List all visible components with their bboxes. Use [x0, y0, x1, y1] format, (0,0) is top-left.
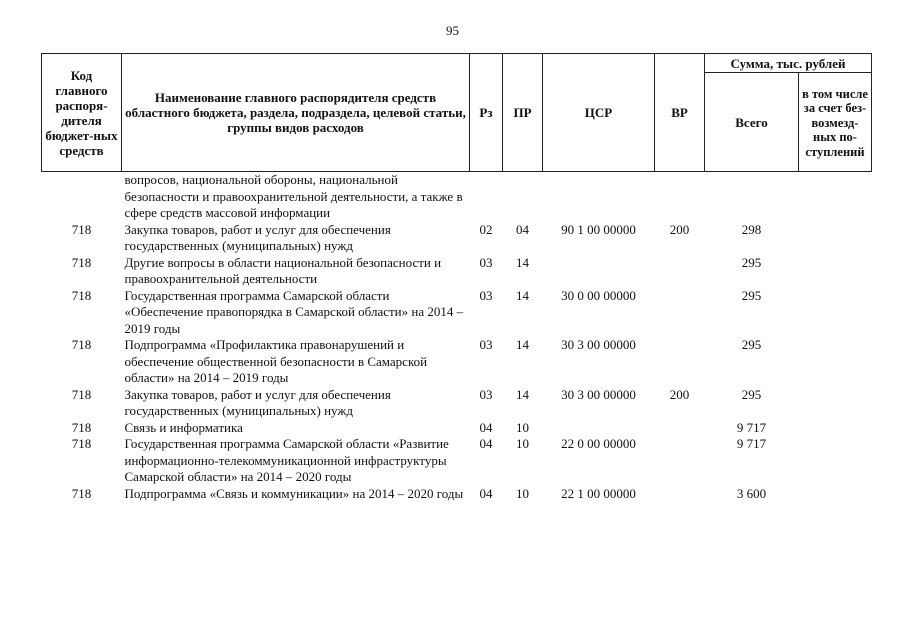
row-code: 718 — [71, 419, 92, 435]
row-pr: 10 — [516, 436, 529, 451]
row-rz: 02 — [479, 221, 493, 237]
row-total: 295 — [741, 337, 762, 352]
row-total: 9 717 — [736, 419, 767, 435]
row-code: 718 — [71, 485, 92, 501]
header-pr: ПР — [503, 54, 543, 172]
row-pr — [503, 172, 543, 222]
row-total: 3 600 — [736, 485, 767, 501]
table-row — [42, 337, 872, 387]
row-vr: 200 — [669, 386, 690, 402]
row-vr — [655, 288, 705, 338]
row-name: Подпрограмма «Профилактика правонарушений и обеспечение общественной безопасности в Самарской области» на 2014 – 2019 годы — [124, 337, 428, 385]
row-csr: 22 1 00 00000 — [561, 485, 636, 501]
row-rz — [470, 172, 503, 222]
table-row — [42, 436, 872, 486]
row-csr: 30 3 00 00000 — [561, 337, 636, 352]
row-vr — [655, 436, 705, 486]
row-pr: 14 — [516, 386, 529, 402]
row-pr: 10 — [516, 419, 529, 435]
row-rz: 03 — [479, 287, 493, 303]
row-gratuitous — [799, 255, 872, 288]
row-name: Подпрограмма «Связь и коммуникации» на 2014 – 2020 годы — [124, 485, 464, 501]
row-csr: 30 3 00 00000 — [561, 386, 636, 402]
header-csr: ЦСР — [543, 54, 655, 172]
row-vr: 200 — [669, 221, 690, 237]
table-row — [42, 172, 872, 222]
row-code: 718 — [71, 287, 92, 303]
header-code: Код главного распоря-дителя бюджет-ных средств — [42, 54, 122, 172]
row-pr: 14 — [516, 287, 529, 303]
row-rz: 03 — [479, 337, 493, 352]
row-total: 295 — [741, 287, 762, 303]
header-sum: Сумма, тыс. рублей — [705, 54, 872, 73]
row-name: вопросов, национальной обороны, национальной безопасности и правоохранительной деятельности, а также в сфере средств массовой информации — [124, 172, 463, 220]
header-vr: ВР — [655, 54, 705, 172]
row-code — [42, 172, 122, 222]
row-code: 718 — [71, 436, 92, 451]
row-csr: 22 0 00 00000 — [561, 436, 636, 451]
row-gratuitous — [799, 387, 872, 420]
header-total: Всего — [705, 73, 799, 172]
row-csr: 30 0 00 00000 — [561, 287, 636, 303]
row-rz: 04 — [479, 436, 493, 451]
row-code: 718 — [71, 254, 92, 270]
header-rz: Рз — [470, 54, 503, 172]
page-number: 95 — [446, 23, 459, 38]
row-name: Государственная программа Самарской области «Развитие информационно-телекоммуникационной инфраструктуры Самарской области» на 2014 – 2020 годы — [124, 436, 449, 484]
row-name: Другие вопросы в области национальной безопасности и правоохранительной деятельности — [124, 254, 442, 286]
header-name: Наименование главного распорядителя средств областного бюджета, раздела, подраздела, целевой статьи, группы видов расходов — [122, 54, 470, 172]
header-gratuitous: в том числе за счет без-возмезд-ных по-ступлений — [799, 73, 872, 172]
row-code: 718 — [71, 386, 92, 402]
row-vr — [655, 337, 705, 387]
row-name: Закупка товаров, работ и услуг для обеспечения государственных (муниципальных) нужд — [124, 221, 391, 253]
budget-table — [41, 53, 872, 502]
table-row — [42, 387, 872, 420]
row-pr: 14 — [516, 337, 529, 352]
row-pr: 04 — [516, 221, 529, 237]
row-total: 295 — [741, 386, 762, 402]
table-row — [42, 255, 872, 288]
row-vr — [655, 172, 705, 222]
row-gratuitous — [799, 337, 872, 387]
row-code: 718 — [71, 337, 92, 352]
row-rz: 03 — [479, 254, 493, 270]
row-total: 298 — [741, 221, 762, 237]
table-header — [42, 54, 872, 172]
row-csr — [543, 255, 655, 288]
row-total: 9 717 — [736, 436, 767, 451]
row-gratuitous — [799, 486, 872, 503]
row-csr: 90 1 00 00000 — [561, 221, 636, 237]
row-csr — [543, 172, 655, 222]
row-total — [705, 172, 799, 222]
row-name: Связь и информатика — [124, 419, 243, 435]
row-name: Государственная программа Самарской области «Обеспечение правопорядка в Самарской области» на 2014 – 2019 годы — [124, 287, 464, 336]
row-name: Закупка товаров, работ и услуг для обеспечения государственных (муниципальных) нужд — [124, 386, 391, 418]
row-total: 295 — [741, 254, 762, 270]
row-vr — [655, 420, 705, 437]
table-row — [42, 222, 872, 255]
row-rz: 04 — [479, 419, 493, 435]
row-vr — [655, 255, 705, 288]
row-gratuitous — [799, 420, 872, 437]
row-csr — [543, 420, 655, 437]
table-row — [42, 420, 872, 437]
table-row — [42, 288, 872, 338]
row-rz: 04 — [479, 485, 493, 501]
row-pr: 14 — [516, 254, 529, 270]
row-gratuitous — [799, 172, 872, 222]
table-row — [42, 486, 872, 503]
table-body — [42, 172, 872, 503]
row-gratuitous — [799, 436, 872, 486]
row-gratuitous — [799, 222, 872, 255]
row-pr: 10 — [516, 485, 529, 501]
row-vr — [655, 486, 705, 503]
row-rz: 03 — [479, 386, 493, 402]
row-gratuitous — [799, 288, 872, 338]
row-code: 718 — [71, 221, 92, 237]
